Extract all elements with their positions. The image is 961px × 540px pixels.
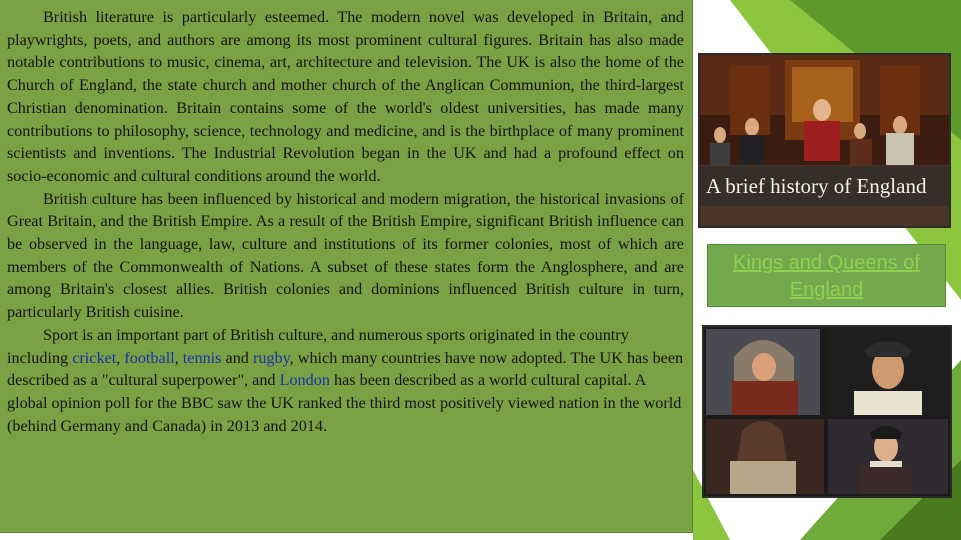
sport-text-1: Sport is an important part of British culture, and numerous sports originated in the country including (7, 325, 629, 367)
portrait-mary-i (828, 419, 948, 494)
paragraph-sport (7, 324, 684, 438)
link-football[interactable]: football (124, 348, 175, 367)
link-london[interactable]: London (279, 371, 330, 390)
portrait-william-iii (706, 419, 824, 494)
portrait-james-i (828, 329, 948, 415)
paragraph-migration: British culture has been influenced by historical and modern migration, the historical invasions of Great Britain, and the British Empire. As a result of the British Empire, significant British influence can be observed in the language, law, culture and institutions of its former colonies, most of which are members of the Commonwealth of Nations. A subset of these states form the Anglosphere, and are among Britain's closest allies. British colonies and dominions influenced British culture in turn, particularly British cuisine. (7, 189, 684, 322)
link-rugby[interactable]: rugby (252, 348, 290, 367)
sport-sep-3: and (221, 348, 253, 367)
history-of-england-image (698, 53, 951, 228)
monarch-portraits (704, 327, 950, 496)
paragraph-literature: British literature is particularly esteemed. The modern novel was developed in Britain, and playwrights, poets, and authors are among its most prominent cultural figures. Britain has also made notable contributions to music, cinema, art, architecture and television. The UK is also the home of the Church of England, the state church and mother church of the Anglican Communion, the third-largest Christian denomination. Britain contains some of the world's oldest universities, has made many contributions to philosophy, science, technology and medicine, and is the birthplace of many prominent scientists and inventions. The Industrial Revolution began in the UK and had a profound effect on socio-economic and cultural conditions around the world. (7, 8, 684, 185)
sport-sep-2: , (174, 348, 183, 367)
link-tennis[interactable]: tennis (182, 348, 222, 367)
portrait-henry-viii (706, 329, 820, 415)
sport-sep-1: , (116, 348, 125, 367)
sport-text-3: has been described as a world cultural capital. A global opinion poll for the BBC saw the UK ranked the third most positively viewed nation in the world (behind Germany and Canada) in 2013 and 2014. (7, 371, 682, 435)
sport-text-2: , which many countries have now adopted. The UK has been described as a "cultural superpower", and (7, 348, 684, 390)
monarchs-portrait-collage (702, 325, 952, 498)
image-caption: A brief history of England (700, 166, 949, 206)
link-cricket[interactable]: cricket (72, 348, 117, 367)
kings-and-queens-link-button[interactable]: Kings and Queens of England (707, 244, 946, 307)
